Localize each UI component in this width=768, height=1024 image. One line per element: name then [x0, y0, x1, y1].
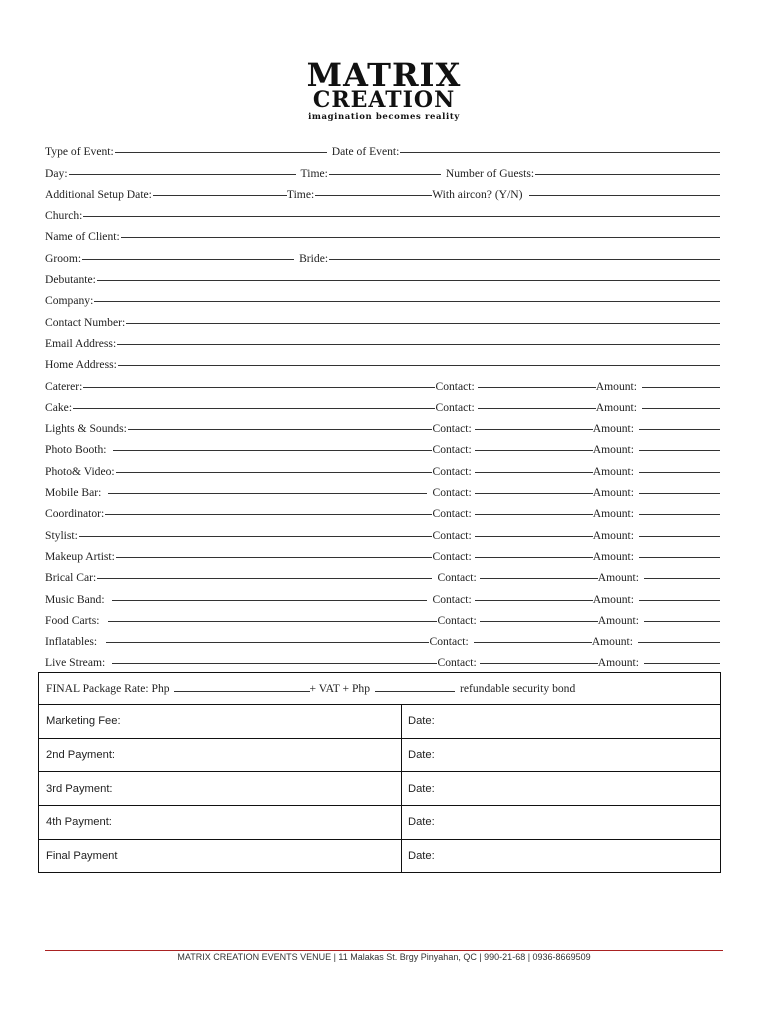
contact-number-field[interactable]: [126, 323, 720, 324]
contact-label: Contact:: [432, 592, 472, 606]
debutante-label: Debutante:: [45, 273, 96, 287]
final-rate-field[interactable]: [174, 691, 310, 692]
contact-label: Contact:: [437, 656, 477, 670]
supplier-label: Food Carts:: [45, 613, 100, 627]
supplier-row: [45, 542, 720, 563]
supplier-contact-field[interactable]: [475, 536, 593, 537]
supplier-row: [45, 435, 720, 456]
amount-label: Amount:: [592, 464, 634, 478]
security-bond-field[interactable]: [375, 691, 455, 692]
supplier-contact-field[interactable]: [478, 387, 596, 388]
amount-label: Amount:: [592, 422, 634, 436]
supplier-amount-field[interactable]: [639, 450, 720, 451]
form-row-setup: [45, 180, 720, 201]
supplier-amount-field[interactable]: [642, 408, 720, 409]
number-of-guests-label: Number of Guests:: [445, 166, 535, 180]
supplier-label: Photo Booth:: [45, 443, 107, 457]
supplier-contact-field[interactable]: [475, 472, 593, 473]
supplier-amount-field[interactable]: [639, 557, 720, 558]
time-field[interactable]: [329, 174, 441, 175]
supplier-label: Music Band:: [45, 592, 105, 606]
supplier-label: Mobile Bar:: [45, 486, 102, 500]
supplier-contact-field[interactable]: [480, 663, 598, 664]
supplier-name-field[interactable]: [106, 642, 429, 643]
supplier-amount-field[interactable]: [638, 642, 720, 643]
payment-row: [39, 738, 720, 772]
payment-label-cell[interactable]: Marketing Fee:: [39, 705, 402, 738]
with-aircon-label: With aircon? (Y/N): [432, 187, 523, 201]
date-of-event-label: Date of Event:: [331, 145, 400, 159]
contact-label: Contact:: [429, 635, 469, 649]
form-row-event: [45, 137, 720, 158]
amount-label: Amount:: [597, 571, 639, 585]
supplier-row: [45, 563, 720, 584]
supplier-name-field[interactable]: [79, 536, 433, 537]
supplier-row: [45, 371, 720, 392]
amount-label: Amount:: [597, 656, 639, 670]
payment-label-cell[interactable]: Final Payment: [39, 840, 402, 873]
supplier-amount-field[interactable]: [639, 472, 720, 473]
supplier-label: Photo& Video:: [45, 464, 115, 478]
supplier-amount-field[interactable]: [642, 387, 720, 388]
payment-table: [38, 672, 721, 873]
bride-label: Bride:: [299, 251, 329, 265]
amount-label: Amount:: [592, 486, 634, 500]
supplier-contact-field[interactable]: [475, 514, 593, 515]
amount-label: Amount:: [595, 400, 637, 414]
type-of-event-field[interactable]: [115, 152, 327, 153]
form-row-day: [45, 158, 720, 179]
additional-setup-date-label: Additional Setup Date:: [45, 187, 152, 201]
supplier-amount-field[interactable]: [639, 493, 720, 494]
supplier-contact-field[interactable]: [475, 450, 593, 451]
church-label: Church:: [45, 209, 83, 223]
event-form: [45, 137, 720, 669]
type-of-event-label: Type of Event:: [45, 145, 114, 159]
payment-row: [39, 704, 720, 738]
payment-date-cell[interactable]: Date:: [408, 782, 435, 795]
supplier-contact-field[interactable]: [475, 600, 593, 601]
contact-label: Contact:: [432, 422, 472, 436]
company-field[interactable]: [94, 301, 720, 302]
supplier-name-field[interactable]: [108, 493, 427, 494]
payment-row: [39, 771, 720, 805]
form-row-contact-number: [45, 307, 720, 328]
supplier-row: [45, 606, 720, 627]
company-logo: [0, 56, 768, 122]
supplier-contact-field[interactable]: [475, 557, 593, 558]
supplier-amount-field[interactable]: [639, 429, 720, 430]
supplier-label: Caterer:: [45, 379, 83, 393]
payment-date-cell[interactable]: Date:: [408, 715, 435, 728]
contact-label: Contact:: [435, 400, 475, 414]
payment-row: [39, 805, 720, 839]
supplier-amount-field[interactable]: [644, 578, 720, 579]
payment-label-cell[interactable]: 3rd Payment:: [39, 772, 402, 805]
form-row-email: [45, 329, 720, 350]
supplier-row: [45, 393, 720, 414]
payment-row: [39, 839, 720, 873]
supplier-row: [45, 627, 720, 648]
payment-date-cell[interactable]: Date:: [408, 850, 435, 863]
amount-label: Amount:: [592, 528, 634, 542]
supplier-label: Stylist:: [45, 528, 78, 542]
name-of-client-field[interactable]: [121, 237, 720, 238]
contact-label: Contact:: [432, 549, 472, 563]
with-aircon-field[interactable]: [529, 195, 720, 196]
security-bond-label: refundable security bond: [460, 682, 576, 695]
supplier-label: Brical Car:: [45, 571, 97, 585]
supplier-contact-field[interactable]: [475, 493, 593, 494]
supplier-name-field[interactable]: [105, 514, 432, 515]
setup-time-label: Time:: [286, 187, 315, 201]
number-of-guests-field[interactable]: [535, 174, 720, 175]
supplier-label: Live Stream:: [45, 656, 106, 670]
form-row-groom-bride: [45, 243, 720, 264]
contact-label: Contact:: [432, 507, 472, 521]
name-of-client-label: Name of Client:: [45, 230, 120, 244]
footer-text: MATRIX CREATION EVENTS VENUE | 11 Malakas St. Brgy Pinyahan, QC | 990-21-68 | 0936-8669509: [177, 952, 591, 962]
supplier-name-field[interactable]: [128, 429, 433, 430]
supplier-name-field[interactable]: [112, 663, 437, 664]
home-address-label: Home Address:: [45, 358, 117, 372]
contact-label: Contact:: [432, 443, 472, 457]
amount-label: Amount:: [591, 635, 633, 649]
supplier-amount-field[interactable]: [639, 514, 720, 515]
day-label: Day:: [45, 166, 68, 180]
supplier-amount-field[interactable]: [639, 600, 720, 601]
home-address-field[interactable]: [118, 365, 720, 366]
supplier-name-field[interactable]: [73, 408, 435, 409]
payment-label-cell[interactable]: 2nd Payment:: [39, 739, 402, 772]
contact-label: Contact:: [432, 486, 472, 500]
supplier-amount-field[interactable]: [644, 663, 720, 664]
logo-line-1: MATRIX: [306, 56, 462, 94]
amount-label: Amount:: [597, 613, 639, 627]
bride-field[interactable]: [329, 259, 720, 260]
supplier-row: [45, 478, 720, 499]
logo-tagline: imagination becomes reality: [308, 112, 460, 122]
supplier-contact-field[interactable]: [480, 578, 598, 579]
form-row-client: [45, 222, 720, 243]
final-package-row: [39, 673, 720, 704]
contact-label: Contact:: [432, 464, 472, 478]
supplier-amount-field[interactable]: [644, 621, 720, 622]
footer-divider: [45, 950, 723, 951]
supplier-row: [45, 520, 720, 541]
groom-label: Groom:: [45, 251, 82, 265]
contact-label: Contact:: [437, 613, 477, 627]
logo-line-2: CREATION: [312, 87, 456, 113]
day-field[interactable]: [69, 174, 296, 175]
payment-label-cell[interactable]: 4th Payment:: [39, 806, 402, 839]
contact-number-label: Contact Number:: [45, 315, 126, 329]
supplier-name-field[interactable]: [112, 600, 428, 601]
supplier-row: [45, 648, 720, 669]
vat-label: + VAT + Php: [309, 682, 370, 695]
email-address-label: Email Address:: [45, 336, 117, 350]
form-row-church: [45, 201, 720, 222]
contact-label: Contact:: [437, 571, 477, 585]
supplier-contact-field[interactable]: [478, 408, 596, 409]
supplier-contact-field[interactable]: [480, 621, 598, 622]
contact-label: Contact:: [435, 379, 475, 393]
supplier-name-field[interactable]: [116, 557, 433, 558]
time-label: Time:: [300, 166, 328, 180]
supplier-label: Coordinator:: [45, 507, 105, 521]
supplier-label: Cake:: [45, 400, 73, 414]
supplier-row: [45, 414, 720, 435]
payment-date-cell[interactable]: Date:: [408, 749, 435, 762]
contact-label: Contact:: [432, 528, 472, 542]
email-address-field[interactable]: [117, 344, 720, 345]
additional-setup-date-field[interactable]: [153, 195, 287, 196]
supplier-amount-field[interactable]: [639, 536, 720, 537]
form-row-company: [45, 286, 720, 307]
final-rate-label: FINAL Package Rate: Php: [46, 682, 170, 695]
supplier-name-field[interactable]: [108, 621, 437, 622]
supplier-name-field[interactable]: [83, 387, 435, 388]
amount-label: Amount:: [592, 549, 634, 563]
groom-field[interactable]: [82, 259, 294, 260]
debutante-field[interactable]: [97, 280, 720, 281]
form-row-home-address: [45, 350, 720, 371]
amount-label: Amount:: [592, 443, 634, 457]
date-of-event-field[interactable]: [400, 152, 720, 153]
supplier-name-field[interactable]: [116, 472, 433, 473]
amount-label: Amount:: [592, 507, 634, 521]
supplier-row: [45, 456, 720, 477]
supplier-label: Inflatables:: [45, 635, 98, 649]
setup-time-field[interactable]: [315, 195, 432, 196]
church-field[interactable]: [83, 216, 720, 217]
supplier-name-field[interactable]: [97, 578, 432, 579]
amount-label: Amount:: [595, 379, 637, 393]
supplier-row: [45, 584, 720, 605]
supplier-row: [45, 499, 720, 520]
supplier-label: Lights & Sounds:: [45, 422, 127, 436]
supplier-contact-field[interactable]: [474, 642, 592, 643]
amount-label: Amount:: [592, 592, 634, 606]
payment-date-cell[interactable]: Date:: [408, 816, 435, 829]
company-label: Company:: [45, 294, 94, 308]
supplier-contact-field[interactable]: [475, 429, 593, 430]
supplier-name-field[interactable]: [113, 450, 433, 451]
form-row-debutante: [45, 265, 720, 286]
supplier-label: Makeup Artist:: [45, 549, 115, 563]
final-package-rate: [39, 673, 720, 704]
